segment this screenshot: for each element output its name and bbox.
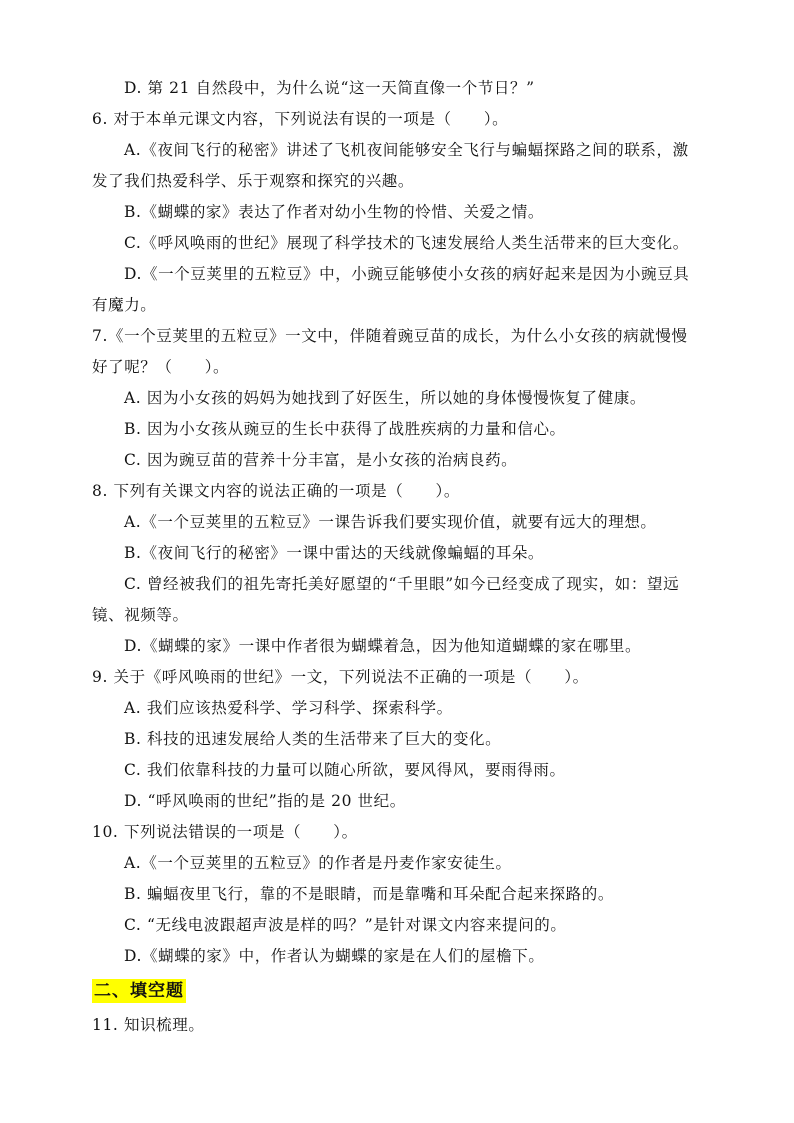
q9-option-c: C. 我们依靠科技的力量可以随心所欲，要风得风，要雨得雨。 [124,761,566,779]
q6-option-d-cont: 有魔力。 [92,296,157,314]
q9-option-b: B. 科技的迅速发展给人类的生活带来了巨大的变化。 [124,730,502,748]
q6-option-a: A.《夜间飞行的秘密》讲述了飞机夜间能够安全飞行与蝙蝠探路之间的联系，激 [124,141,689,159]
q9-option-d: D. “呼风唤雨的世纪”指的是 20 世纪。 [124,792,406,810]
q10-option-c: C. “无线电波跟超声波是样的吗？”是针对课文内容来提问的。 [124,916,567,934]
question-8: 8. 下列有关课文内容的说法正确的一项是（ ）。 [92,482,460,500]
q10-option-a: A.《一个豆荚里的五粒豆》的作者是丹麦作家安徒生。 [124,854,512,872]
q8-option-c: C. 曾经被我们的祖先寄托美好愿望的“千里眼”如今已经变成了现实，如：望远 [124,575,680,593]
q10-option-d: D.《蝴蝶的家》中，作者认为蝴蝶的家是在人们的屋檐下。 [124,947,545,965]
question-7: 7.《一个豆荚里的五粒豆》一文中，伴随着豌豆苗的成长，为什么小女孩的病就慢慢 [92,327,688,345]
q10-option-b: B. 蝙蝠夜里飞行，靠的不是眼睛，而是靠嘴和耳朵配合起来探路的。 [124,885,614,903]
q8-option-d: D.《蝴蝶的家》一课中作者很为蝴蝶着急，因为他知道蝴蝶的家在哪里。 [124,637,642,655]
q7-option-b: B. 因为小女孩从豌豆的生长中获得了战胜疾病的力量和信心。 [124,420,566,438]
q8-option-a: A.《一个豆荚里的五粒豆》一课告诉我们要实现价值，就要有远大的理想。 [124,513,657,531]
question-9: 9. 关于《呼风唤雨的世纪》一文，下列说法不正确的一项是（ ）。 [92,668,589,686]
q5-option-d: D. 第 21 自然段中，为什么说“这一天简直像一个节日？” [124,79,535,97]
question-10: 10. 下列说法错误的一项是（ ）。 [92,823,358,841]
q6-option-a-cont: 发了我们热爱科学、乐于观察和探究的兴趣。 [92,172,415,190]
q6-option-b: B.《蝴蝶的家》表达了作者对幼小生物的怜惜、关爱之情。 [124,203,545,221]
q9-option-a: A. 我们应该热爱科学、学习科学、探索科学。 [124,699,453,717]
question-11: 11. 知识梳理。 [92,1016,205,1034]
question-6: 6. 对于本单元课文内容，下列说法有误的一项是（ ）。 [92,110,509,128]
q7-option-a: A. 因为小女孩的妈妈为她找到了好医生，所以她的身体慢慢恢复了健康。 [124,389,646,407]
q7-option-c: C. 因为豌豆苗的营养十分丰富，是小女孩的治病良药。 [124,451,518,469]
q6-option-d: D.《一个豆荚里的五粒豆》中，小豌豆能够使小女孩的病好起来是因为小豌豆具 [124,265,690,283]
q6-option-c: C.《呼风唤雨的世纪》展现了科学技术的飞速发展给人类生活带来的巨大变化。 [124,234,689,252]
q8-option-b: B.《夜间飞行的秘密》一课中雷达的天线就像蝙蝠的耳朵。 [124,544,545,562]
q8-option-c-cont: 镜、视频等。 [92,606,189,624]
question-7-cont: 好了呢？（ ）。 [92,358,230,376]
section-heading-fill-in: 二、填空题 [94,981,184,1001]
